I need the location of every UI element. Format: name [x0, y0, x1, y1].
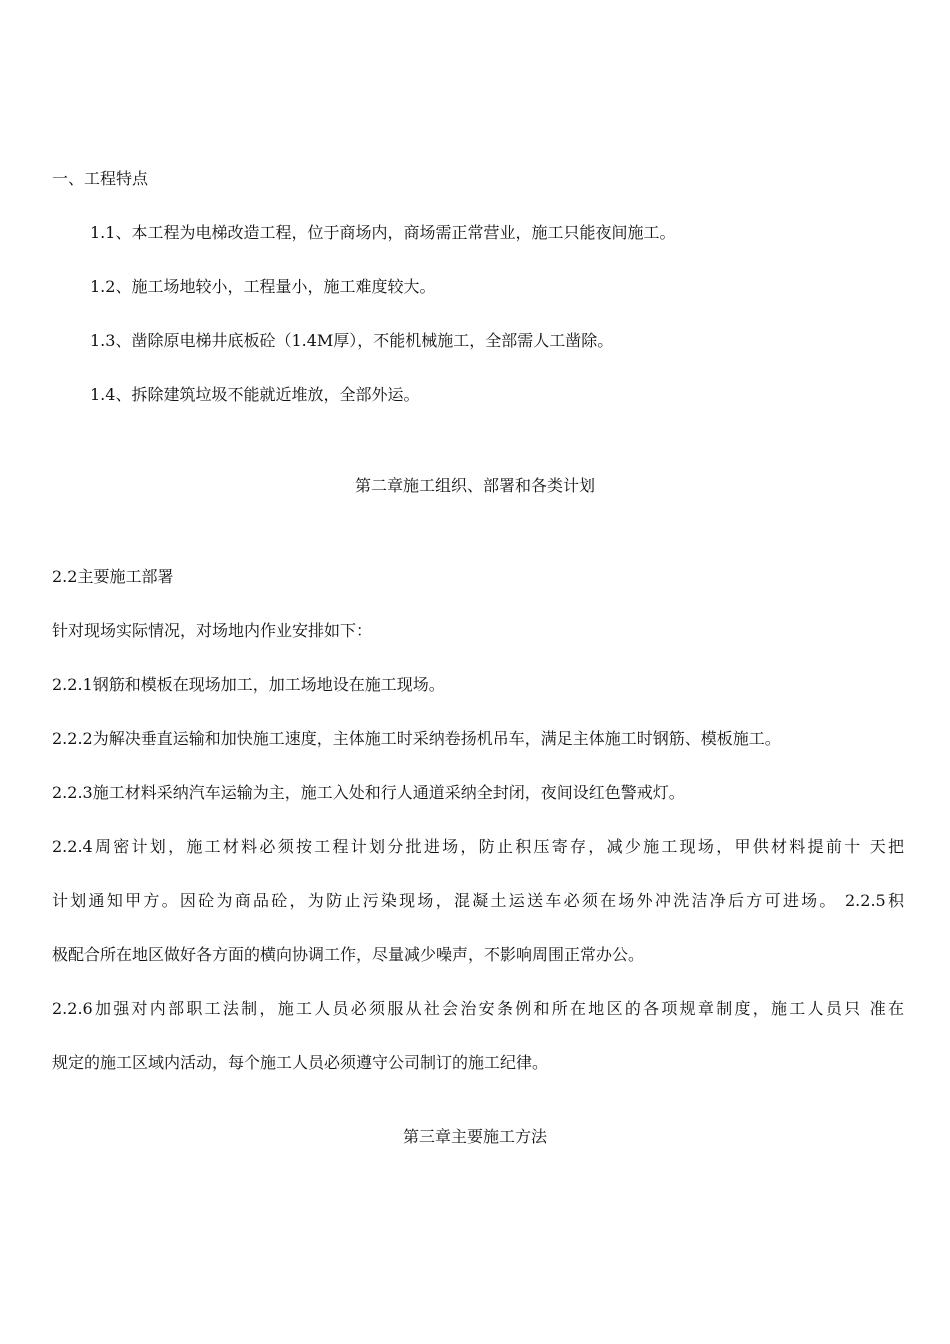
- feature-item-1-4: 1.4、拆除建筑垃圾不能就近堆放，全部外运。: [90, 385, 420, 404]
- deployment-line-2-2-4a: 2.2.4周密计划，施工材料必须按工程计划分批进场，防止积压寄存，减少施工现场，甲供材料提前十 天把: [52, 837, 904, 856]
- feature-item-1-1: 1.1、本工程为电梯改造工程，位于商场内，商场需正常营业，施工只能夜间施工。: [90, 223, 676, 242]
- feature-item-1-3: 1.3、凿除原电梯井底板砼（1.4M厚），不能机械施工，全部需人工凿除。: [90, 331, 614, 350]
- feature-item-1-2: 1.2、施工场地较小，工程量小，施工难度较大。: [90, 277, 436, 296]
- chapter-2-title: 第二章施工组织、部署和各类计划: [354, 476, 595, 495]
- section-heading-2-2: 2.2主要施工部署: [52, 567, 174, 586]
- deployment-line-2-2-1: 2.2.1钢筋和模板在现场加工，加工场地设在施工现场。: [52, 675, 445, 694]
- deployment-line-2-2-5: 极配合所在地区做好各方面的横向协调工作，尽量减少噪声，不影响周围正常办公。: [52, 945, 645, 964]
- deployment-line-2-2-6a: 2.2.6加强对内部职工法制，施工人员必须服从社会治安条例和所在地区的各项规章制度，施工人员只 准在: [52, 999, 904, 1018]
- section-heading-engineering-features: 一、工程特点: [52, 169, 149, 188]
- deployment-line-2-2-2: 2.2.2为解决垂直运输和加快施工速度，主体施工时采纳卷扬机吊车，满足主体施工时钢筋、模板施工。: [52, 729, 781, 748]
- deployment-line-2-2-3: 2.2.3施工材料采纳汽车运输为主，施工入处和行人通道采纳全封闭，夜间设红色警戒灯。: [52, 783, 685, 802]
- section-2-2-intro: 针对现场实际情况，对场地内作业安排如下：: [52, 621, 373, 640]
- deployment-line-2-2-6b: 规定的施工区域内活动，每个施工人员必须遵守公司制订的施工纪律。: [52, 1053, 549, 1072]
- chapter-3-title: 第三章主要施工方法: [402, 1127, 547, 1146]
- deployment-line-2-2-4b: 计划通知甲方。因砼为商品砼，为防止污染现场，混凝土运送车必须在场外冲洗洁净后方可进场。 2.2.5积: [52, 891, 904, 910]
